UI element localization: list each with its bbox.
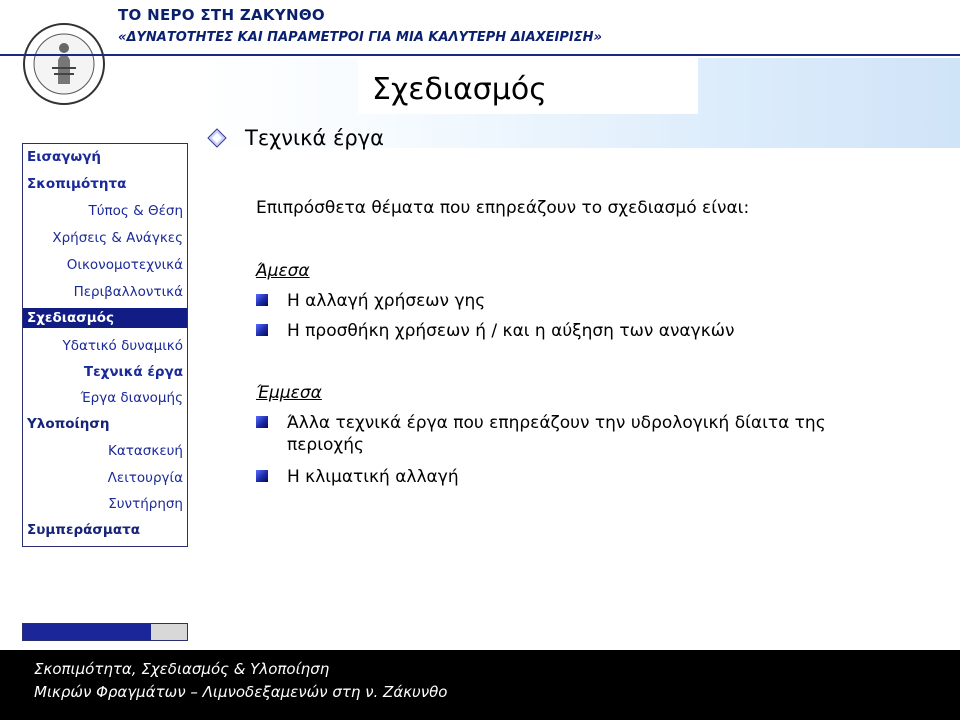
header-title: ΤΟ ΝΕΡΟ ΣΤΗ ΖΑΚΥΝΘΟ [118, 6, 325, 24]
header-divider [0, 54, 960, 56]
list-item: Άλλα τεχνικά έργα που επηρεάζουν την υδρολογική δίαιτα της περιοχής [256, 412, 896, 460]
sidebar-item-introduction[interactable]: Εισαγωγή [27, 149, 102, 165]
sidebar-item-environmental[interactable]: Περιβαλλοντικά [73, 284, 183, 300]
group-label-indirect: Έμμεσα [256, 383, 322, 403]
group-label-direct: Άμεσα [256, 261, 310, 281]
diamond-bullet-icon [207, 128, 227, 148]
sidebar-item-technical-works[interactable]: Τεχνικά έργα [83, 364, 183, 380]
sidebar-item-operation[interactable]: Λειτουργία [107, 470, 183, 486]
sidebar-item-construction[interactable]: Κατασκευή [108, 443, 183, 459]
sidebar-item-uses-needs[interactable]: Χρήσεις & Ανάγκες [52, 230, 183, 246]
section-heading: Τεχνικά έργα [245, 126, 384, 150]
sidebar-item-design[interactable]: Σχεδιασμός [23, 308, 187, 328]
footer-line-1: Σκοπιμότητα, Σχεδιασμός & Υλοποίηση [34, 660, 330, 678]
sidebar-item-conclusions[interactable]: Συμπεράσματα [27, 522, 141, 538]
footer-line-2: Μικρών Φραγμάτων – Λιμνοδεξαμενών στη ν. Ζάκυνθο [34, 683, 448, 701]
sidebar-item-water-potential[interactable]: Υδατικό δυναμικό [62, 338, 183, 354]
page-title: Σχεδιασμός [372, 72, 547, 107]
sidebar-item-feasibility[interactable]: Σκοπιμότητα [27, 176, 127, 192]
list-item: Η αλλαγή χρήσεων γης [256, 290, 896, 314]
square-bullet-icon [256, 294, 268, 306]
square-bullet-icon [256, 470, 268, 482]
intro-text: Επιπρόσθετα θέματα που επηρεάζουν το σχεδιασμό είναι: [256, 198, 750, 218]
sidebar-item-economic-technical[interactable]: Οικονομοτεχνικά [66, 257, 183, 273]
progress-fill [23, 624, 151, 640]
sidebar-item-maintenance[interactable]: Συντήρηση [108, 496, 183, 512]
sidebar-nav [22, 143, 188, 547]
sidebar-item-type-location[interactable]: Τύπος & Θέση [88, 203, 183, 219]
university-seal-icon [22, 22, 106, 106]
square-bullet-icon [256, 324, 268, 336]
header-subtitle: «ΔΥΝΑΤΟΤΗΤΕΣ ΚΑΙ ΠΑΡΑΜΕΤΡΟΙ ΓΙΑ ΜΙΑ ΚΑΛΥΤΕΡΗ ΔΙΑΧΕΙΡΙΣΗ» [118, 30, 602, 45]
progress-bar [22, 623, 188, 641]
square-bullet-icon [256, 416, 268, 428]
list-item: Η προσθήκη χρήσεων ή / και η αύξηση των αναγκών [256, 320, 896, 344]
list-item: Η κλιματική αλλαγή [256, 466, 896, 490]
sidebar-item-distribution-works[interactable]: Έργα διανομής [80, 390, 183, 406]
sidebar-item-implementation[interactable]: Υλοποίηση [27, 416, 110, 432]
